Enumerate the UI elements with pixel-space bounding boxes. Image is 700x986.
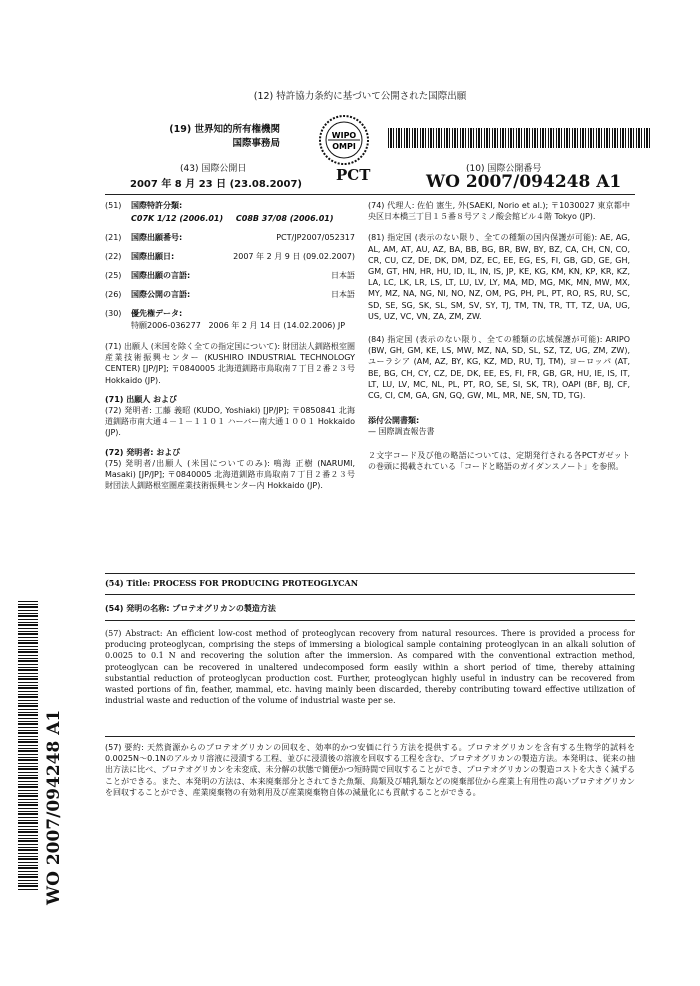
field-publication-language: (26) 国際公開の言語: 日本語 xyxy=(105,290,355,299)
barcode xyxy=(388,128,650,148)
title-divider-bottom xyxy=(105,620,635,621)
applicant-inventor-label: (71) 出願人 および xyxy=(105,394,178,404)
abstract-divider xyxy=(105,736,635,737)
field-application-number: (21) 国際出願番号: PCT/JP2007/052317 xyxy=(105,233,355,242)
side-publication-number: WO 2007/094248 A1 xyxy=(44,709,64,905)
publication-number: WO 2007/094248 A1 xyxy=(426,172,622,192)
pct-label: PCT xyxy=(336,166,371,184)
publication-number-label: (10) 国際公開番号 xyxy=(466,164,542,174)
field-priority: (30) 優先権データ: xyxy=(105,309,183,318)
attached-documents-label: 添付公開書類: xyxy=(368,416,420,426)
guidance-note: ２文字コード及び他の略語については、定期発行される各PCTガゼットの巻頭に掲載されている「コードと略語のガイダンスノート」を参照。 xyxy=(368,450,630,471)
document-type-title: (12) 特許協力条約に基づいて公開された国際出願 xyxy=(253,91,467,102)
designated-states-84: (84) 指定国 (表示のない限り、全ての種類の広域保護が可能): ARIPO (BW, GH, GM, KE, LS, MW, MZ, NA, SD, SL, SZ, TZ, UG, ZM, ZW), ユーラシア (AM, AZ, BY, KG, KZ, MD, RU, TJ, TM), ヨーロッパ (AT, BE, BG, CH, CY, CZ, DE, DK, EE, ES, FI, FR, GB, GR, HU, IE, IS, IT, LT, LU, LV, MC, NL, PL, PT, RO, SE, SI, SK, TR), OAPI (BF, BJ, CF, CG, CI, CM, GA, GN, GQ, GW, ML, MR, NE, SN, TD, TG). xyxy=(368,335,630,401)
bibliographic-fields xyxy=(105,200,355,491)
publication-date-label: (43) 国際公開日 xyxy=(180,164,247,174)
applicant-71: (71) 出願人 (米国を除く全ての指定国について): 財団法人釧路根室圏産業技術振興センター (KUSHIRO INDUSTRIAL TECHNOLOGY CENTER) [JP/JP]; 〒0840005 北海道釧路市鳥取南７丁目２番２３号 Hokkaido (JP). xyxy=(105,342,355,385)
field-ipc: (51) 国際特許分類: xyxy=(105,201,183,210)
wipo-logo-icon xyxy=(318,114,370,166)
title-japanese: (54) 発明の名称: プロテオグリカンの製造方法 xyxy=(105,604,276,613)
attached-documents-item: — 国際調査報告書 xyxy=(368,427,435,437)
office-name xyxy=(150,123,280,151)
header-divider xyxy=(105,194,635,195)
inventor-75: (75) 発明者/出願人 (米国についてのみ): 鳴海 正樹 (NARUMI, Masaki) [JP/JP]; 〒0840005 北海道釧路市鳥取南７丁目２番２３号 財団法人釧路根室圏産業技術振興センター内 Hokkaido (JP). xyxy=(105,458,355,491)
field-filing-date: (22) 国際出願日: 2007 年 2 月 9 日 (09.02.2007) xyxy=(105,252,355,261)
inventor-72: (72) 発明者: 工藤 義昭 (KUDO, Yoshiaki) [JP/JP]; 〒0850841 北海道釧路市南大通４－１－１１０１ ハーバー南大通１００１ Hokkaido (JP). xyxy=(105,406,355,438)
field-ipc-values: C07K 1/12 (2006.01) C08B 37/08 (2006.01) xyxy=(131,214,334,223)
designated-states-81: (81) 指定国 (表示のない限り、全ての種類の国内保護が可能): AE, AG, AL, AM, AT, AU, AZ, BA, BB, BG, BR, BW, BY, BZ, CA, CH, CN, CO, CR, CU, CZ, DE, DK, DM, DZ, EC, EE, EG, ES, FI, GB, GD, GE, GH, GM, GT, HN, HR, HU, ID, IL, IN, IS, JP, KE, KG, KM, KN, KP, KR, KZ, LA, LC, LK, LR, LS, LT, LU, LV, LY, MA, MD, MG, MK, MN, MW, MX, MY, MZ, NA, NG, NI, NO, NZ, OM, PG, PH, PL, PT, RO, RS, RU, SC, SD, SE, SG, SK, SL, SM, SV, SY, TJ, TM, TN, TR, TT, TZ, UA, UG, US, UZ, VC, VN, ZA, ZM, ZW. xyxy=(368,233,630,321)
abstract-english: (57) Abstract: An efficient low-cost method of proteoglycan recovery from natural resources. There is provided a process for producing proteoglycan, comprising the steps of immersing a biological sample containing proteoglycan in an alkali solution of 0.0025 to 0.1 N and recovering the solution after the immersion. As compared with the conventional extraction method, proteoglycan can be recovered in unaltered undecomposed form easily within a short period of time, thereby attaining substantial reduction of proteoglycan production cost. Further, proteoglycan highly useful in industry can be recovered from wasted portions of fin, feather, mammal, etc. having mainly been discarded, thereby contributing toward effective utilization of industrial waste and reduction of the volume of industrial waste per se. xyxy=(105,629,635,706)
abstract-japanese: (57) 要約: 天然資源からのプロテオグリカンの回収を、効率的かつ安価に行う方法を提供する。プロテオグリカンを含有する生物学的試料を0.0025N～0.1Nのアルカリ溶液に浸漬する工程、並びに浸漬後の溶液を回収する工程を含む、プロテオグリカンの製造方法。本発明は、従来の抽出方法に比べ、プロテオグリカンを未変成、未分解の状態で簡便かつ短時間で回収することができ、プロテオグリカンの製造コストを大きく減ずることができる。また、本発明の方法は、本来廃棄部分とされてきた魚類、鳥類及び哺乳類などの廃棄部位から産業上有用性の高いプロテオグリカンを回収することができ、産業廃棄物の有効利用及び産業廃棄物自体の減量化にも貢献することができる。 xyxy=(105,743,635,797)
svg-text:OMPI: OMPI xyxy=(332,142,356,151)
title-divider-mid xyxy=(105,594,635,595)
title-english: (54) Title: PROCESS FOR PRODUCING PROTEOGLYCAN xyxy=(105,578,359,588)
logo-text: WIPO xyxy=(331,131,357,140)
office-line-2: 国際事務局 xyxy=(232,138,280,149)
publication-date: 2007 年 8 月 23 日 (23.08.2007) xyxy=(130,179,302,190)
office-line-1: (19) 世界知的所有権機関 xyxy=(169,124,280,135)
title-divider-top xyxy=(105,573,635,574)
field-priority-values: 特願2006-036277 2006 年 2 月 14 日 (14.02.2006) JP xyxy=(131,321,346,330)
inventor-applicant-label: (72) 発明者: および xyxy=(105,447,181,457)
side-barcode xyxy=(18,600,38,890)
agent-74: (74) 代理人: 佐伯 憲生, 外(SAEKI, Norio et al.); 〒1030027 東京都中央区日本橋三丁目１５番８号アミノ酸会館ビル４階 Tokyo (JP). xyxy=(368,201,630,222)
right-column xyxy=(368,200,630,472)
field-filing-language: (25) 国際出願の言語: 日本語 xyxy=(105,271,355,280)
